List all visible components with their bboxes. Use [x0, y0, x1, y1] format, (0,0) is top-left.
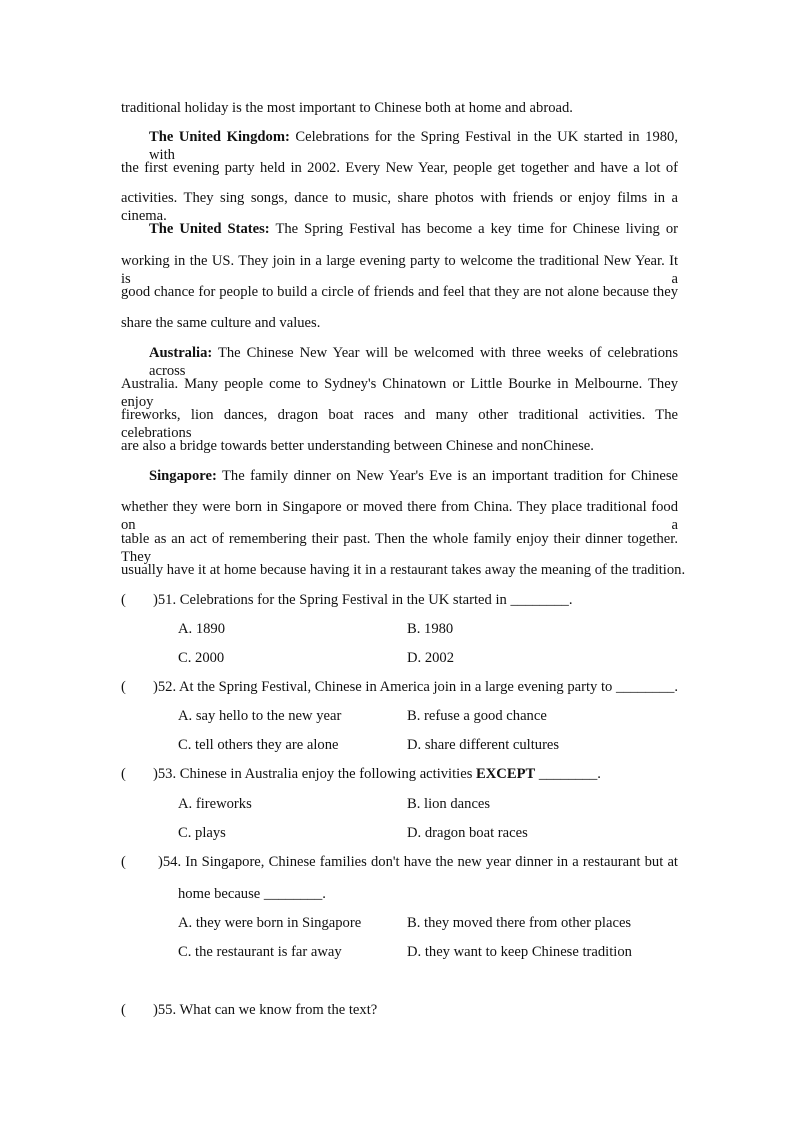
passage-line: good chance for people to build a circle of friends and feel that they are not alone because they [121, 284, 678, 300]
option-51-c[interactable]: C. 2000 [178, 650, 225, 666]
answer-blank-paren[interactable]: ( [121, 592, 126, 608]
passage-line: table as an act of remembering their past. Then the whole family enjoy their dinner together. They [121, 531, 678, 565]
singapore-paragraph-line: Singapore: The family dinner on New Year's Eve is an important tradition for Chinese [149, 468, 679, 484]
passage-line: are also a bridge towards better understanding between Chinese and nonChinese. [121, 438, 594, 454]
answer-blank-paren[interactable]: ( [121, 766, 126, 782]
passage-line: activities. They sing songs, dance to music, share photos with friends or enjoy films in a cinema. [121, 190, 678, 224]
passage-line: the first evening party held in 2002. Every New Year, people get together and have a lot of [121, 160, 678, 176]
us-paragraph-line: The United States: The Spring Festival has become a key time for Chinese living or [149, 221, 678, 237]
option-54-c[interactable]: C. the restaurant is far away [178, 944, 342, 960]
option-53-d[interactable]: D. dragon boat races [407, 825, 528, 841]
question-54-cont: home because ________. [178, 886, 326, 902]
option-51-b[interactable]: B. 1980 [407, 621, 454, 637]
question-54: )54. In Singapore, Chinese families don't have the new year dinner in a restaurant but at [158, 854, 678, 870]
except-emphasis: EXCEPT [476, 766, 536, 782]
option-54-d[interactable]: D. they want to keep Chinese tradition [407, 944, 632, 960]
australia-paragraph-line: Australia: The Chinese New Year will be welcomed with three weeks of celebrations across [149, 345, 678, 379]
option-52-b[interactable]: B. refuse a good chance [407, 708, 547, 724]
question-52: )52. At the Spring Festival, Chinese in America join in a large evening party to ________. [153, 679, 679, 695]
option-52-d[interactable]: D. share different cultures [407, 737, 560, 753]
answer-blank-paren[interactable]: ( [121, 854, 126, 870]
passage-line: working in the US. They join in a large evening party to welcome the traditional New Year. It is a [121, 253, 678, 287]
passage-line: share the same culture and values. [121, 315, 321, 331]
passage-line: fireworks, lion dances, dragon boat races and many other traditional activities. The celebrations [121, 407, 678, 441]
passage-line: whether they were born in Singapore or moved there from China. They place traditional food on a [121, 499, 678, 533]
question-55: )55. What can we know from the text? [153, 1002, 378, 1018]
us-heading: The United States: [149, 221, 270, 237]
answer-blank-paren[interactable]: ( [121, 679, 126, 695]
option-51-d[interactable]: D. 2002 [407, 650, 455, 666]
passage-line: usually have it at home because having it in a restaurant takes away the meaning of the tradition. [121, 562, 686, 578]
passage-line: traditional holiday is the most important to Chinese both at home and abroad. [121, 100, 573, 116]
australia-heading: Australia: [149, 345, 213, 361]
option-53-b[interactable]: B. lion dances [407, 796, 491, 812]
option-52-c[interactable]: C. tell others they are alone [178, 737, 339, 753]
option-53-a[interactable]: A. fireworks [178, 796, 252, 812]
option-52-a[interactable]: A. say hello to the new year [178, 708, 342, 724]
passage-line: Australia. Many people come to Sydney's Chinatown or Little Bourke in Melbourne. They enjoy [121, 376, 678, 410]
question-51: )51. Celebrations for the Spring Festival in the UK started in ________. [153, 592, 573, 608]
uk-heading: The United Kingdom: [149, 129, 290, 145]
option-54-b[interactable]: B. they moved there from other places [407, 915, 632, 931]
option-53-c[interactable]: C. plays [178, 825, 226, 841]
singapore-heading: Singapore: [149, 468, 217, 484]
option-51-a[interactable]: A. 1890 [178, 621, 226, 637]
question-53: )53. Chinese in Australia enjoy the following activities EXCEPT ________. [153, 766, 601, 782]
uk-paragraph-line: The United Kingdom: Celebrations for the Spring Festival in the UK started in 1980, with [149, 129, 678, 163]
answer-blank-paren[interactable]: ( [121, 1002, 126, 1018]
option-54-a[interactable]: A. they were born in Singapore [178, 915, 362, 931]
